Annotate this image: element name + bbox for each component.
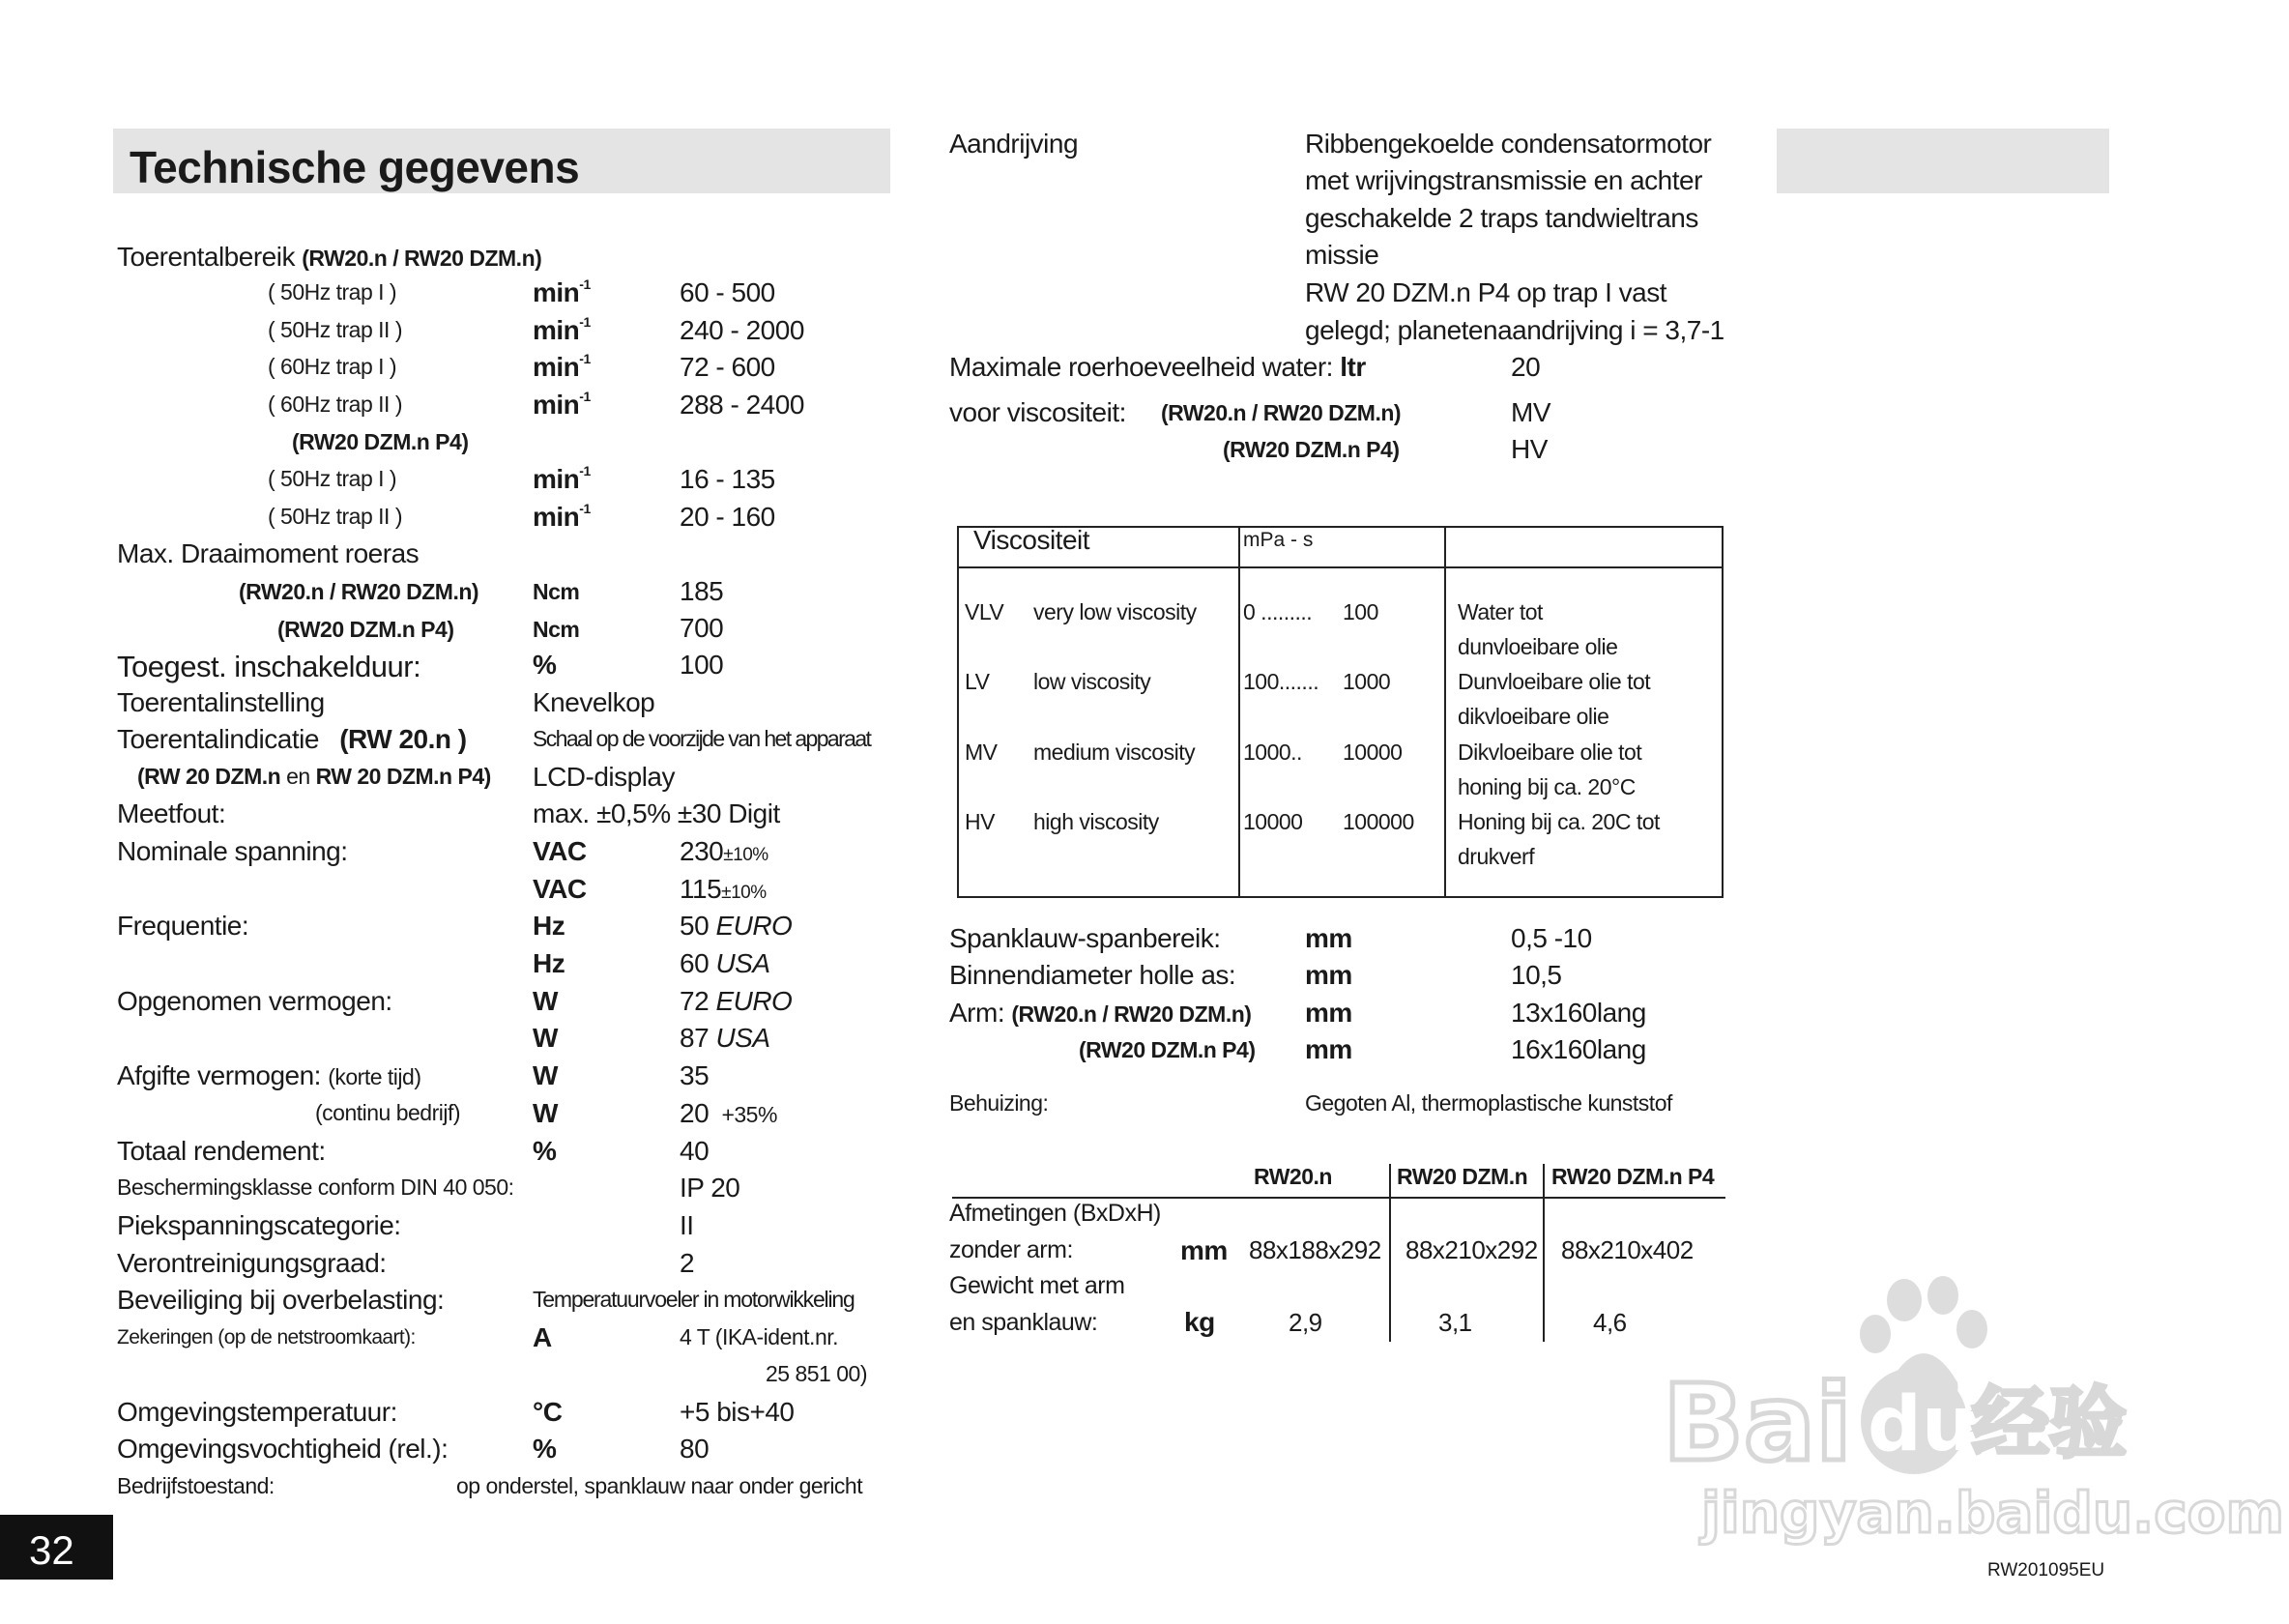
visc-header: Viscositeit <box>973 525 1090 555</box>
freq-unit: Hz <box>533 911 565 941</box>
freq-val <box>680 950 770 977</box>
powerout-label <box>117 1062 420 1089</box>
table-divider <box>1389 1164 1391 1342</box>
tolerance-text: ±10% <box>723 845 768 865</box>
header-bar-right <box>1777 129 2109 193</box>
unit-sup: -1 <box>579 351 591 366</box>
maxwater-val: 20 <box>1511 352 1541 382</box>
protect-label: Beschermingsklasse conform DIN 40 050: <box>117 1174 514 1200</box>
powerout-unit: W <box>533 1060 558 1090</box>
fuse-unit: A <box>533 1322 552 1352</box>
visc-name: medium viscosity <box>1033 740 1196 765</box>
speedset-label: Toerentalinstelling <box>117 687 325 717</box>
fuse-label: Zekeringen (op de netstroomkaart): <box>117 1326 416 1348</box>
voltage-label: Nominale spanning: <box>117 836 348 866</box>
freq-label: Frequentie: <box>117 911 249 941</box>
drive-line: met wrijvingstransmissie en achter <box>1305 165 1702 195</box>
visc-code: MV <box>965 740 998 765</box>
powerin-val <box>680 1025 770 1052</box>
unit-sup: -1 <box>579 463 591 478</box>
visc-model: (RW20.n / RW20 DZM.n) <box>1161 400 1402 425</box>
value-text: 60 <box>680 948 710 978</box>
fuse-val: 4 T (IKA-ident.nr. <box>680 1324 839 1349</box>
speed-unit <box>533 314 591 345</box>
tolerance-text: +35% <box>721 1102 777 1127</box>
duty-val: 100 <box>680 650 724 680</box>
arm-unit: mm <box>1305 998 1352 1028</box>
arm-val: 16x160lang <box>1511 1034 1646 1064</box>
label-text: Toerentalindicatie <box>117 724 319 754</box>
visc-name: high viscosity <box>1033 809 1159 834</box>
voltage-unit: VAC <box>533 836 587 866</box>
humidity-unit: % <box>533 1434 557 1464</box>
surge-val: II <box>680 1210 694 1240</box>
humidity-val: 80 <box>680 1434 710 1464</box>
dims-val: 88x210x292 <box>1405 1235 1538 1264</box>
visc-from: 1000.. <box>1243 740 1302 765</box>
watermark-brand2: du <box>1868 1381 1976 1468</box>
region-text: USA <box>715 948 770 978</box>
unit-text: min <box>533 502 580 532</box>
model-text: RW 20 DZM.n P4) <box>315 764 491 789</box>
drive-line: RW 20 DZM.n P4 op trap I vast <box>1305 277 1667 307</box>
speed-val: 60 - 500 <box>680 277 775 307</box>
label-text: Arm: <box>949 998 1005 1028</box>
torque-model: (RW20.n / RW20 DZM.n) <box>239 579 479 604</box>
speed-val: 72 - 600 <box>680 352 775 382</box>
visc-to: 1000 <box>1343 669 1391 694</box>
speed-cond: ( 50Hz trap II ) <box>268 317 402 342</box>
visc-val: HV <box>1511 434 1548 464</box>
powerout-cont: (continu bedrijf) <box>315 1100 461 1125</box>
table-divider <box>1238 528 1240 896</box>
table-divider <box>1444 528 1446 896</box>
visc-to: 10000 <box>1343 740 1403 765</box>
torque-val: 700 <box>680 613 724 643</box>
unit-sup: -1 <box>579 501 591 516</box>
value-text: 20 <box>680 1098 710 1128</box>
powerin-val <box>680 988 792 1015</box>
table-divider <box>952 1197 1725 1199</box>
torque-unit: Ncm <box>533 617 580 642</box>
speed-val: 20 - 160 <box>680 502 775 532</box>
dim-col-header: RW20 DZM.n P4 <box>1551 1164 1715 1189</box>
dim-col-header: RW20.n <box>1254 1164 1332 1189</box>
maxwater-label <box>949 354 1366 381</box>
arm-val: 13x160lang <box>1511 998 1646 1028</box>
housing-val: Gegoten Al, thermoplastische kunststof <box>1305 1090 1672 1116</box>
operation-val: op onderstel, spanklauw naar onder gericht <box>456 1473 863 1498</box>
eff-unit: % <box>533 1136 557 1166</box>
watermark-url: jingyan.baidu.com <box>1701 1480 2284 1546</box>
unit-sup: -1 <box>579 314 591 330</box>
region-text: EURO <box>715 986 793 1016</box>
speed-cond: ( 60Hz trap I ) <box>268 354 397 379</box>
dims-val: 88x188x292 <box>1249 1235 1381 1264</box>
visc-from: 0 ......... <box>1243 599 1313 624</box>
eff-label: Totaal rendement: <box>117 1136 326 1166</box>
torque-unit: Ncm <box>533 579 580 604</box>
table-divider <box>1543 1164 1545 1342</box>
unit-text: min <box>533 352 580 382</box>
speedind-val: Schaal op de voorzijde van het apparaat <box>533 726 871 751</box>
speed-cond: ( 50Hz trap I ) <box>268 279 397 304</box>
weight-label: en spanklauw: <box>949 1309 1098 1336</box>
error-val: max. ±0,5% ±30 Digit <box>533 798 780 828</box>
bore-val: 10,5 <box>1511 960 1562 990</box>
page-number: 32 <box>29 1527 74 1573</box>
speed-val: 240 - 2000 <box>680 315 804 345</box>
dims-unit: mm <box>1180 1235 1228 1265</box>
overload-val: Temperatuurvoeler in motorwikkeling <box>533 1287 855 1312</box>
value-text: 72 <box>680 986 710 1016</box>
powerout-unit: W <box>533 1098 558 1128</box>
value-text: 230 <box>680 836 724 866</box>
arm-label <box>949 1000 1251 1027</box>
model-text: (RW20.n / RW20 DZM.n) <box>1011 1001 1252 1027</box>
visc-desc: Dunvloeibare olie tot <box>1458 669 1651 694</box>
speed-cond: ( 60Hz trap II ) <box>268 392 402 417</box>
powerin-label: Opgenomen vermogen: <box>117 986 392 1016</box>
bore-label: Binnendiameter holle as: <box>949 960 1236 990</box>
speed-cond: ( 50Hz trap I ) <box>268 466 397 491</box>
chuck-val: 0,5 -10 <box>1511 923 1592 953</box>
speed-unit <box>533 276 591 307</box>
speedset-val: Knevelkop <box>533 687 655 717</box>
visc-desc: dunvloeibare olie <box>1458 634 1618 659</box>
weight-unit: kg <box>1184 1307 1215 1337</box>
visc-name: low viscosity <box>1033 669 1151 694</box>
dim-col-header: RW20 DZM.n <box>1397 1164 1528 1189</box>
watermark-cn: 经验 <box>1972 1378 2127 1468</box>
visc-header: mPa - s <box>1243 529 1314 551</box>
unit-text: min <box>533 464 580 494</box>
powerin-unit: W <box>533 1023 558 1053</box>
speed-val: 16 - 135 <box>680 464 775 494</box>
error-label: Meetfout: <box>117 798 226 828</box>
unit-text: ltr <box>1340 352 1366 382</box>
protect-val: IP 20 <box>680 1173 740 1203</box>
visc-code: VLV <box>965 599 1004 624</box>
voltage-unit: VAC <box>533 874 587 904</box>
display-models <box>137 766 491 788</box>
visc-desc: Water tot <box>1458 599 1543 624</box>
torque-model: (RW20 DZM.n P4) <box>277 617 454 642</box>
unit-sup: -1 <box>579 389 591 404</box>
visc-code: HV <box>965 809 995 834</box>
watermark-brand: Bai <box>1663 1361 1852 1485</box>
voltage-val <box>680 876 767 903</box>
drive-line: Ribbengekoelde condensatormotor <box>1305 129 1712 159</box>
mode-text: (korte tijd) <box>328 1064 421 1089</box>
bore-unit: mm <box>1305 960 1352 990</box>
model-text: (RW 20.n ) <box>339 724 467 754</box>
label-text: Toerentalbereik <box>117 242 295 272</box>
speed-unit <box>533 463 591 494</box>
page-title: Technische gegevens <box>130 142 580 192</box>
toerental-label <box>117 244 541 271</box>
powerin-unit: W <box>533 986 558 1016</box>
drive-line: missie <box>1305 240 1379 270</box>
visc-code: LV <box>965 669 990 694</box>
speed-unit <box>533 389 591 420</box>
weight-val: 3,1 <box>1438 1308 1472 1337</box>
surge-label: Piekspanningscategorie: <box>117 1210 401 1240</box>
unit-text: min <box>533 315 580 345</box>
model-text: (RW20.n / RW20 DZM.n) <box>302 246 542 271</box>
value-text: 50 <box>680 911 710 941</box>
pollution-label: Verontreinigungsgraad: <box>117 1248 387 1278</box>
visc-desc: dikvloeibare olie <box>1458 704 1609 729</box>
torque-val: 185 <box>680 576 724 606</box>
housing-label: Behuizing: <box>949 1090 1049 1116</box>
unit-text: min <box>533 277 580 307</box>
chuck-label: Spanklauw-spanbereik: <box>949 923 1221 953</box>
en-text: en <box>286 764 310 789</box>
dims-label: zonder arm: <box>949 1236 1073 1263</box>
drive-label: Aandrijving <box>949 129 1079 159</box>
ambtemp-unit: °C <box>533 1397 563 1427</box>
paw-icon <box>1643 1276 2284 1566</box>
dims-label: Afmetingen (BxDxH) <box>949 1200 1161 1227</box>
arm-unit: mm <box>1305 1034 1352 1064</box>
speed-cond: ( 50Hz trap II ) <box>268 504 402 529</box>
overload-label: Beveiliging bij overbelasting: <box>117 1285 445 1315</box>
duty-label: Toegest. inschakelduur: <box>117 650 421 683</box>
weight-val: 4,6 <box>1593 1308 1627 1337</box>
visc-label: voor viscositeit: <box>949 397 1126 427</box>
visc-desc: honing bij ca. 20°C <box>1458 774 1636 799</box>
model-text: (RW 20 DZM.n <box>137 764 281 789</box>
ambtemp-val: +5 bis+40 <box>680 1397 795 1427</box>
freq-val <box>680 913 792 940</box>
visc-desc: Honing bij ca. 20C tot <box>1458 809 1660 834</box>
label-text: Afgifte vermogen: <box>117 1060 321 1090</box>
baidu-watermark-logo <box>1643 1276 2284 1566</box>
value-text: 115 <box>680 874 722 904</box>
torque-label: Max. Draaimoment roeras <box>117 538 420 568</box>
speed-unit <box>533 501 591 532</box>
table-divider <box>959 566 1722 568</box>
visc-to: 100 <box>1343 599 1378 624</box>
dims-val: 88x210x402 <box>1561 1235 1694 1264</box>
drive-line: geschakelde 2 traps tandwieltrans <box>1305 203 1698 233</box>
arm-model: (RW20 DZM.n P4) <box>1079 1037 1256 1062</box>
visc-from: 10000 <box>1243 809 1303 834</box>
ambtemp-label: Omgevingstemperatuur: <box>117 1397 397 1427</box>
operation-label: Bedrijfstoestand: <box>117 1473 275 1498</box>
speed-unit <box>533 351 591 382</box>
powerout-val <box>680 1100 777 1127</box>
tolerance-text: ±10% <box>721 883 767 903</box>
freq-unit: Hz <box>533 948 565 978</box>
speedind-label <box>117 726 467 753</box>
region-text: USA <box>715 1023 770 1053</box>
drive-line: gelegd; planetenaandrijving i = 3,7-1 <box>1305 315 1724 345</box>
duty-unit: % <box>533 650 557 680</box>
speed-val: 288 - 2400 <box>680 390 804 420</box>
visc-from: 100....... <box>1243 669 1319 694</box>
document-code: RW201095EU <box>1987 1560 2105 1580</box>
label-text: Maximale roerhoeveelheid water: <box>949 352 1333 382</box>
weight-label: Gewicht met arm <box>949 1272 1125 1299</box>
visc-desc: Dikvloeibare olie tot <box>1458 740 1642 765</box>
unit-sup: -1 <box>579 276 591 292</box>
value-text: 87 <box>680 1023 710 1053</box>
visc-model: (RW20 DZM.n P4) <box>1223 437 1400 462</box>
eff-val: 40 <box>680 1136 710 1166</box>
visc-desc: drukverf <box>1458 844 1535 869</box>
weight-val: 2,9 <box>1289 1308 1322 1337</box>
fuse-val2: 25 851 00) <box>766 1361 867 1386</box>
voltage-val <box>680 838 768 865</box>
visc-name: very low viscosity <box>1033 599 1197 624</box>
pollution-val: 2 <box>680 1248 695 1278</box>
visc-to: 100000 <box>1343 809 1414 834</box>
region-text: EURO <box>715 911 793 941</box>
humidity-label: Omgevingsvochtigheid (rel.): <box>117 1434 449 1464</box>
display-val: LCD-display <box>533 762 675 792</box>
unit-text: min <box>533 390 580 420</box>
powerout-val: 35 <box>680 1060 710 1090</box>
visc-val: MV <box>1511 397 1550 427</box>
chuck-unit: mm <box>1305 923 1352 953</box>
p4-model: (RW20 DZM.n P4) <box>292 429 469 454</box>
